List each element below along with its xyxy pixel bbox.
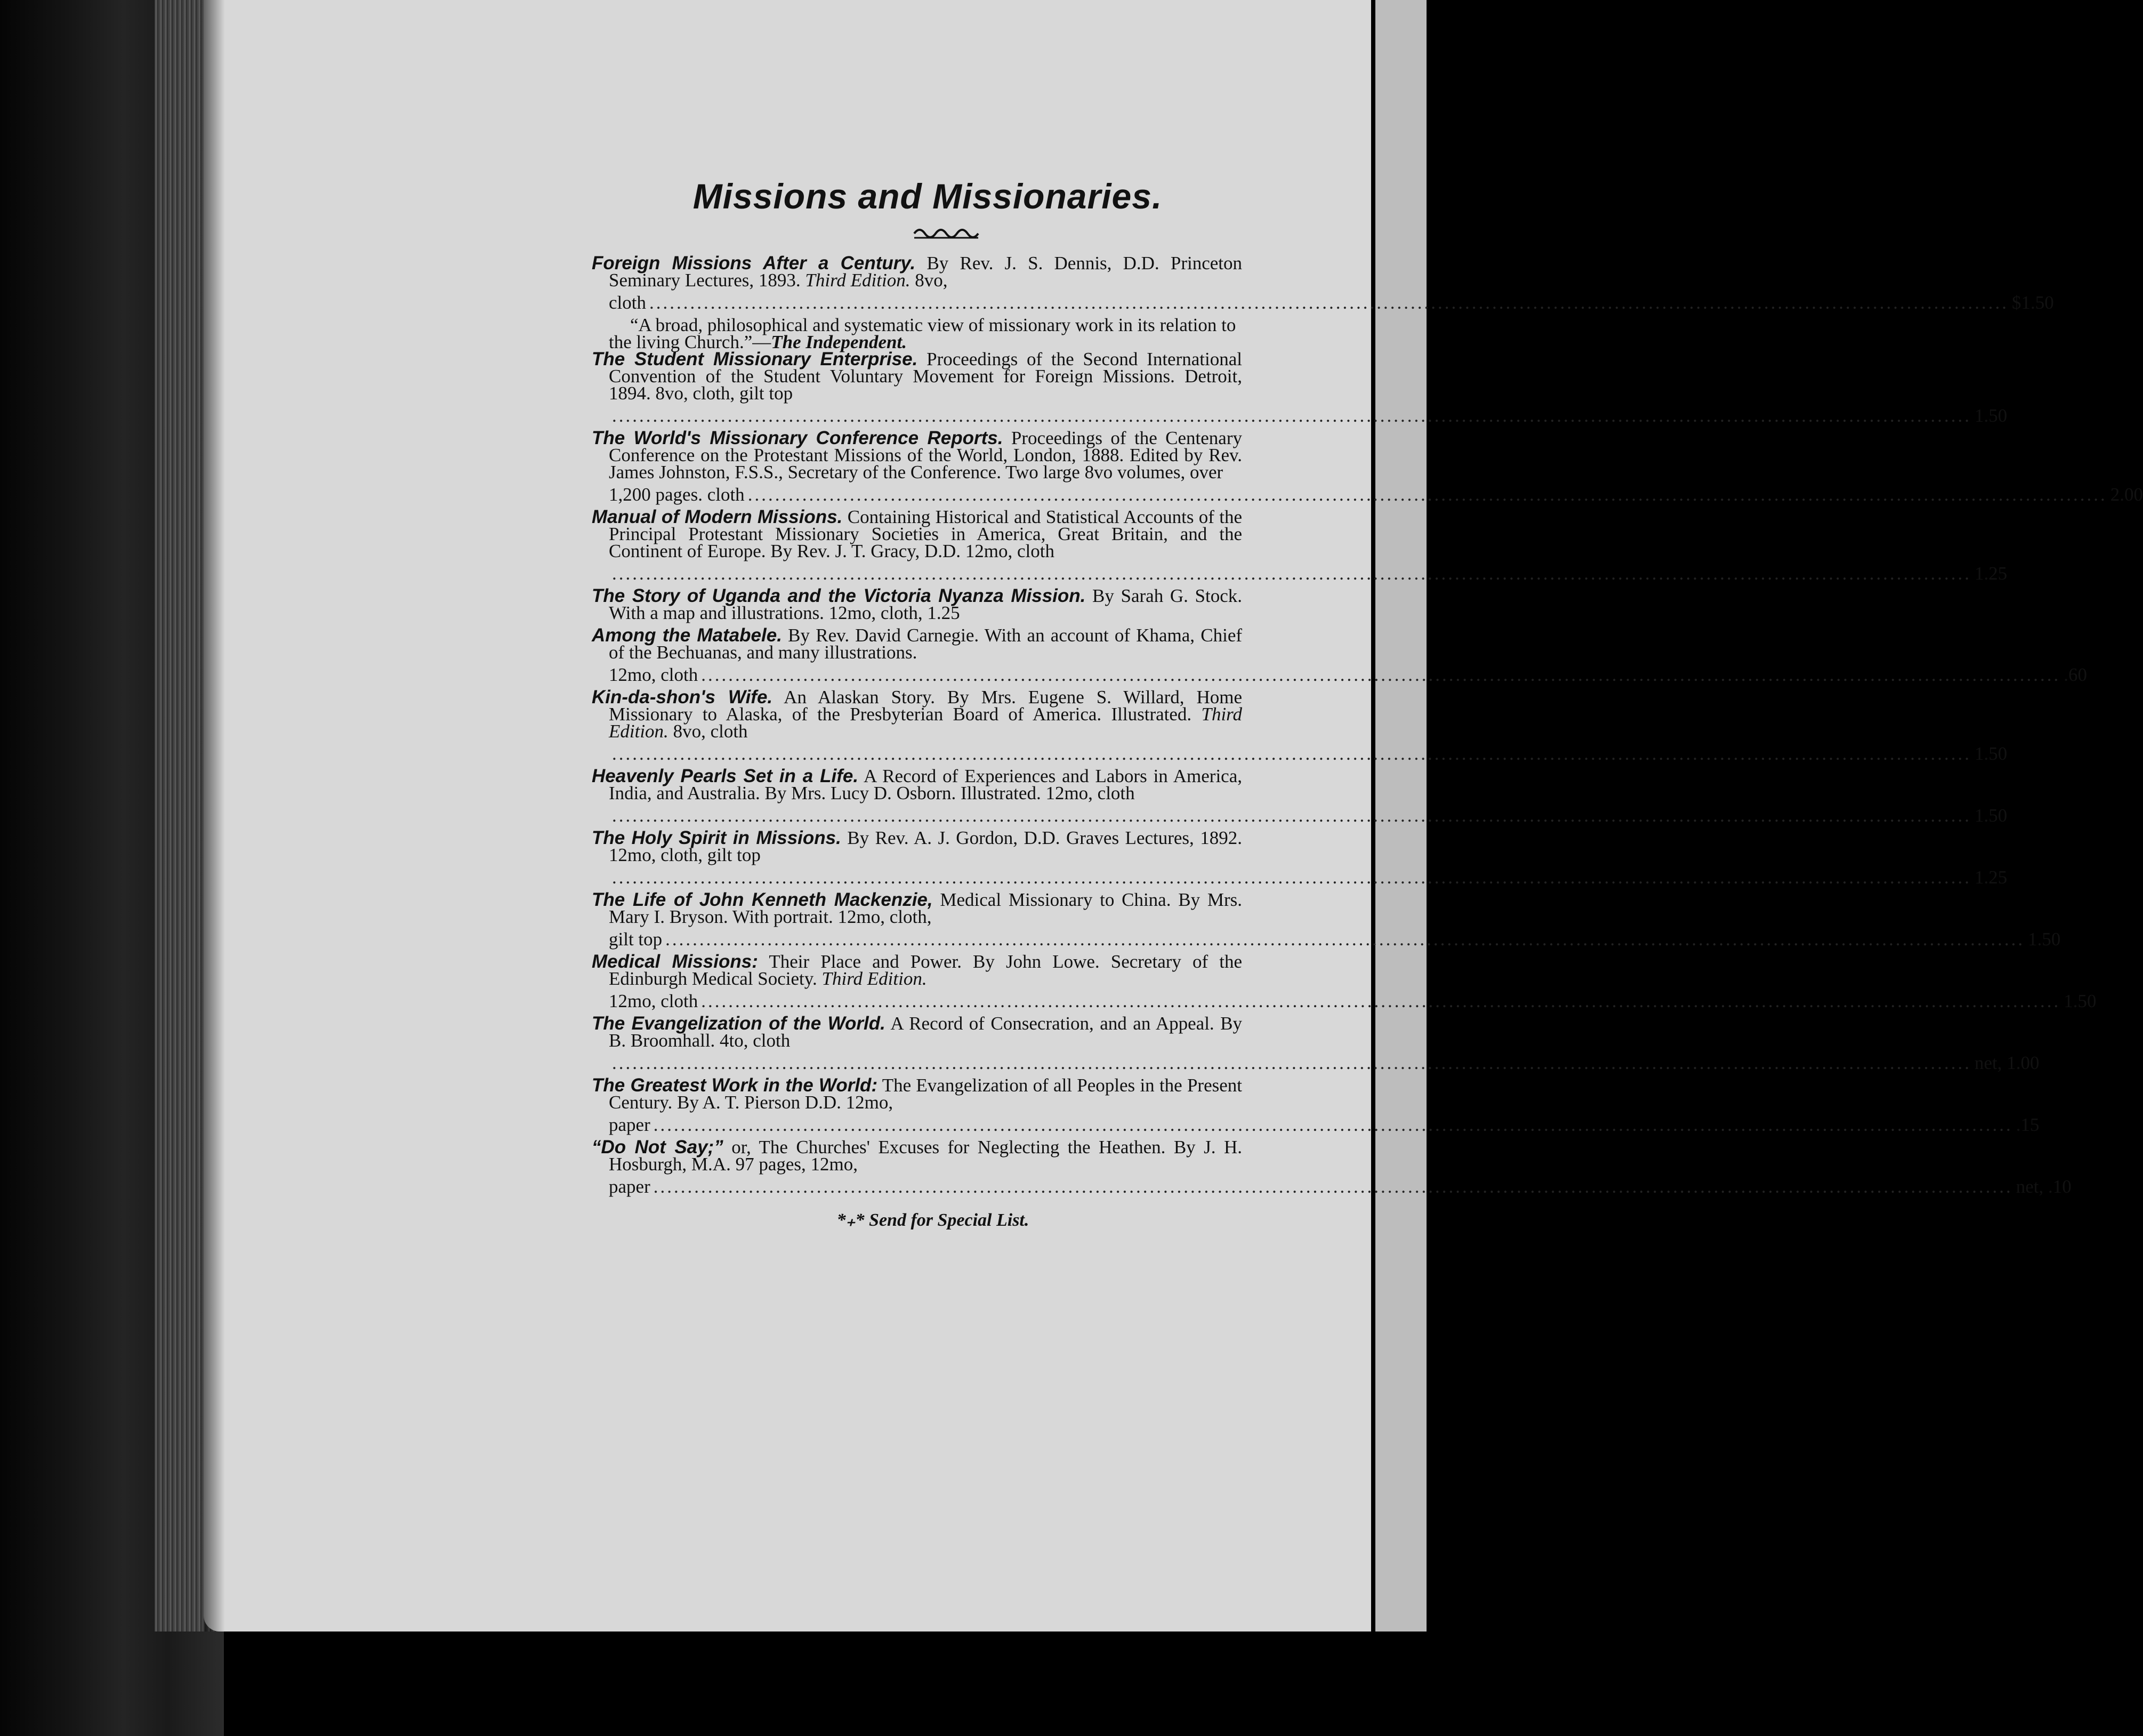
binding-format: 1,200 pages. cloth: [609, 484, 745, 505]
book-entry: [592, 255, 1242, 289]
leader-dots: ........................................................................................................................................................................................................: [653, 1114, 2013, 1135]
book-entry: [592, 689, 1242, 740]
book-price: 2.00: [2110, 484, 2143, 505]
binding-format: 12mo, cloth: [609, 664, 698, 685]
binding-format: 12mo, cloth: [609, 991, 698, 1011]
book-description: By Rev. A. J. Gordon, D.D. Graves Lectures, 1892. 12mo, cloth, gilt top: [609, 827, 1242, 865]
leader-dots: ........................................................................................................................................................................................................: [701, 664, 2061, 685]
book-description-cont: 8vo,: [910, 270, 948, 291]
book-title: The World's Missionary Conference Reports.: [592, 428, 1003, 448]
book-title: The Story of Uganda and the Victoria Nyanza Mission.: [592, 585, 1086, 606]
book-entry: [592, 585, 1242, 623]
book-price: 1.25: [1975, 867, 2008, 888]
price-line: [592, 991, 2097, 1011]
book-title: Medical Missions:: [592, 951, 758, 972]
book-title: The Greatest Work in the World:: [592, 1075, 878, 1096]
leader-dots: ........................................................................................................................................................................................................: [665, 929, 2025, 950]
book-title: The Holy Spirit in Missions.: [592, 827, 841, 848]
book-entry: [592, 430, 1242, 481]
book-price: net, 1.00: [1975, 1052, 2040, 1073]
book-price: 1.50: [2064, 991, 2097, 1011]
book-entry: [592, 1139, 1242, 1173]
page-content: [592, 176, 2143, 1231]
book-entry: [592, 891, 1242, 926]
price-line: [592, 563, 2008, 584]
book-price: .15: [2016, 1114, 2040, 1135]
price-line: [592, 484, 2143, 505]
book-description: A Record of Experiences and Labors in America, India, and Australia. By Mrs. Lucy D. Osborn. Illustrated. 12mo, cloth: [609, 766, 1242, 803]
book-price: $1.50: [2011, 292, 2054, 313]
page-gutter-shadow: [204, 0, 225, 1631]
edition-note: Third Edition.: [805, 270, 911, 291]
price-line: [592, 405, 2008, 426]
binding-format: gilt top: [609, 929, 663, 950]
review-quote: [592, 317, 1242, 351]
book-description: A Record of Consecration, and an Appeal. By B. Broomhall. 4to, cloth: [609, 1013, 1242, 1051]
leader-dots: ........................................................................................................................................................................................................: [701, 991, 2061, 1011]
book-price: 1.25: [1975, 563, 2008, 584]
book-description: or, The Churches' Excuses for Neglecting the Heathen. By J. H. Hosburgh, M.A. 97 pages, 12mo,: [609, 1137, 1242, 1175]
book-description: Containing Historical and Statistical Accounts of the Principal Protestant Missionary Societies in America, Great Britain, and the Continent of Europe. By Rev. J. T. Gracy, D.D. 12mo, cloth: [609, 507, 1243, 561]
book-price: 1.50: [1975, 405, 2008, 426]
page-title: Missions and Missionaries.: [692, 176, 1163, 216]
book-price: .60: [2064, 664, 2087, 685]
book-price: 1.50: [2028, 929, 2061, 950]
book-title: The Evangelization of the World.: [592, 1013, 885, 1034]
book-description: Their Place and Power. By John Lowe. Secretary of the Edinburgh Medical Society.: [609, 951, 1242, 989]
leader-dots: ........................................................................................................................................................................................................: [612, 743, 1971, 764]
book-description: By Rev. David Carnegie. With an account of Khama, Chief of the Bechuanas, and many illustrations.: [609, 625, 1243, 663]
price-line: [592, 743, 2008, 764]
price-line: [592, 664, 2087, 685]
leader-dots: ........................................................................................................................................................................................................: [612, 405, 1971, 426]
book-title: The Student Missionary Enterprise.: [592, 349, 918, 369]
book-description: Proceedings of the Second International Convention of the Student Voluntary Movement for Foreign Missions. Detroit, 1894. 8vo, cloth, gilt top: [609, 349, 1242, 404]
book-entry: [592, 827, 1242, 865]
book-entry: [592, 351, 1242, 402]
price-line: [592, 805, 2008, 826]
quote-source: The Independent.: [771, 332, 907, 352]
book-entry: [592, 953, 1242, 987]
book-entry: [592, 1077, 1242, 1111]
book-description: Medical Missionary to China. By Mrs. Mary I. Bryson. With portrait. 12mo, cloth,: [609, 889, 1242, 927]
book-title: Kin-da-shon's Wife.: [592, 687, 773, 708]
leader-dots: ........................................................................................................................................................................................................: [612, 1052, 1971, 1073]
book-price: 1.50: [1975, 743, 2008, 764]
leader-dots: ........................................................................................................................................................................................................: [612, 805, 1971, 826]
price-line: [592, 867, 2008, 888]
binding-format: cloth: [609, 292, 646, 313]
leader-dots: ........................................................................................................................................................................................................: [612, 563, 1971, 584]
book-list: [592, 253, 2143, 1197]
leader-dots: ........................................................................................................................................................................................................: [747, 484, 2107, 505]
quote-text: “A broad, philosophical and systematic view of missionary work in its relation to the living Church.”—: [609, 315, 1236, 352]
price-line: [592, 1052, 2040, 1073]
book-title: Foreign Missions After a Century.: [592, 253, 916, 274]
ornament-icon: [912, 224, 981, 243]
book-entry: [592, 509, 1242, 560]
price-line: [592, 929, 2061, 950]
book-entry: [592, 1015, 1242, 1049]
leader-dots: ........................................................................................................................................................................................................: [612, 867, 1971, 888]
book-description: Proceedings of the Centenary Conference on the Protestant Missions of the World, London, 1888. Edited by Rev. James Johnston, F.S.S., Secretary of the Conference. Two large 8vo volumes, over: [609, 428, 1242, 483]
book-entry: [592, 768, 1242, 802]
edition-note: Third Edition.: [609, 704, 1242, 742]
book-title: Among the Matabele.: [592, 625, 782, 646]
price-line: [592, 292, 2054, 313]
book-title: Heavenly Pearls Set in a Life.: [592, 766, 859, 786]
binding-format: paper: [609, 1176, 650, 1197]
book-title: Manual of Modern Missions.: [592, 507, 843, 527]
price-line: [592, 1176, 2072, 1197]
book-price: 1.50: [1975, 805, 2008, 826]
price-line: [592, 1114, 2040, 1135]
edition-note: Third Edition.: [821, 968, 927, 989]
leader-dots: ........................................................................................................................................................................................................: [653, 1176, 2013, 1197]
book-entry: [592, 627, 1242, 661]
book-description: The Evangelization of all Peoples in the Present Century. By A. T. Pierson D.D. 12mo,: [609, 1075, 1243, 1113]
book-description-cont: 8vo, cloth: [668, 721, 748, 742]
book-title: “Do Not Say;”: [592, 1137, 723, 1158]
book-description: An Alaskan Story. By Mrs. Eugene S. Willard, Home Missionary to Alaska, of the Presbyterian Board of America. Illustrated.: [609, 687, 1242, 725]
book-price: net, .10: [2016, 1176, 2072, 1197]
footer-note: *₊* Send for Special List.: [836, 1210, 1029, 1230]
book-description: By Rev. J. S. Dennis, D.D. Princeton Seminary Lectures, 1893.: [609, 253, 1242, 291]
book-description: By Sarah G. Stock. With a map and illustrations. 12mo, cloth, 1.25: [609, 585, 1242, 623]
leader-dots: ........................................................................................................................................................................................................: [649, 292, 2009, 313]
book-title: The Life of John Kenneth Mackenzie,: [592, 889, 933, 910]
binding-format: paper: [609, 1114, 650, 1135]
